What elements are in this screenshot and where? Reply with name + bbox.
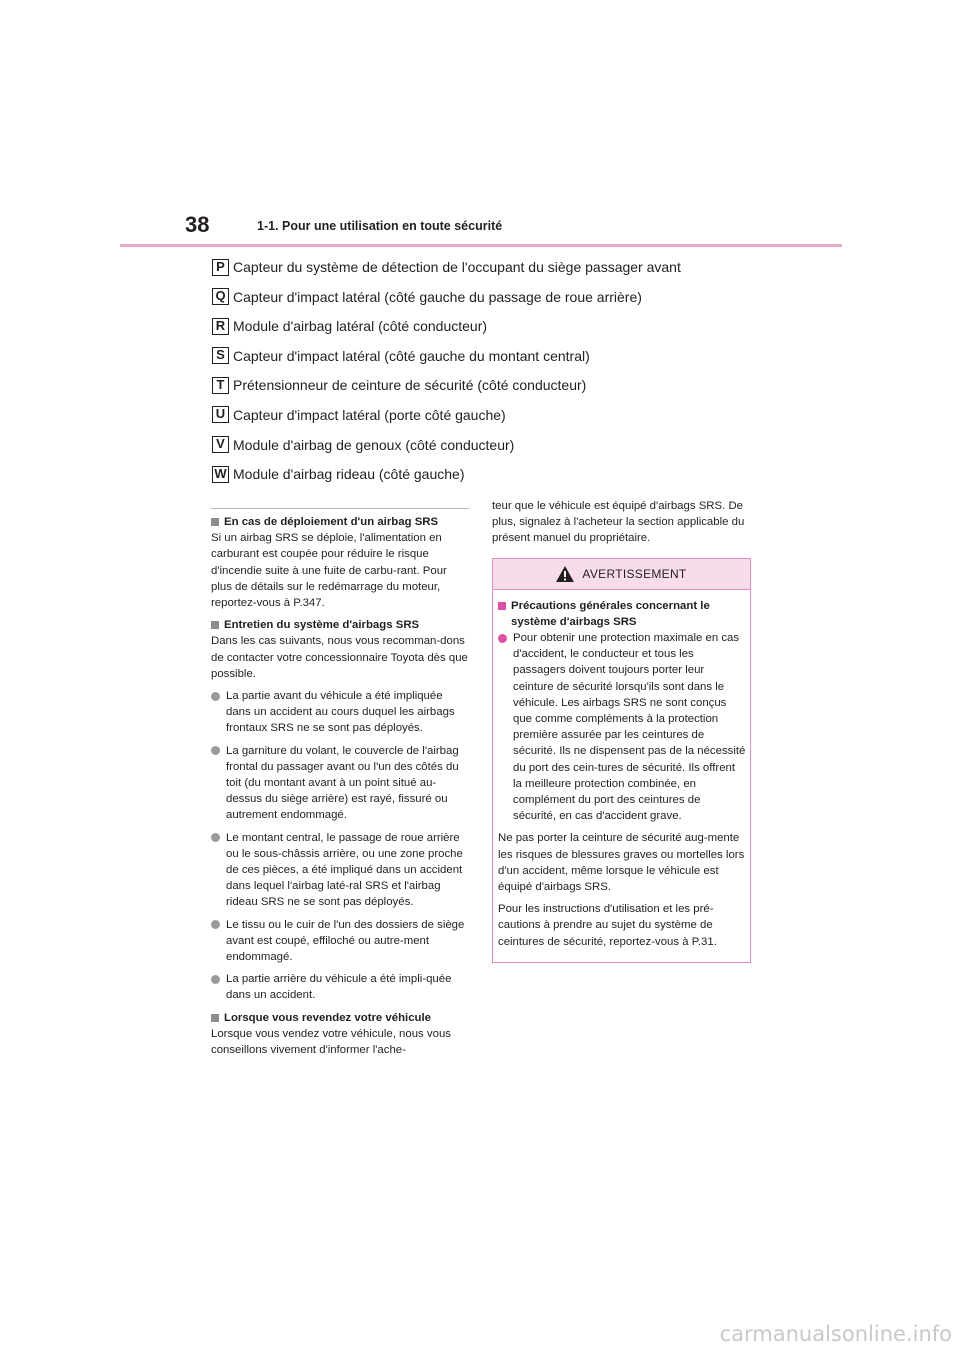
- legend-key-p: P: [212, 259, 229, 276]
- legend-item: [212, 257, 772, 277]
- sell-heading: Lorsque vous revendez votre véhicule: [211, 1010, 469, 1026]
- watermark: carmanualsonline.info: [719, 1322, 952, 1346]
- list-item: La garniture du volant, le couvercle de l'airbag frontal du passager avant ou l'un des côtés du toit (du montant avant à un point situé au-dessus du siège arrière) est rayé, fissuré ou autrement endommagé.: [211, 743, 469, 824]
- legend-key-s: S: [212, 347, 229, 364]
- circle-bullet-icon: [211, 920, 220, 929]
- square-bullet-icon: [498, 602, 506, 610]
- legend-text: Capteur d'impact latéral (côté gauche du montant central): [233, 347, 590, 364]
- legend-key-u: U: [212, 406, 229, 423]
- legend-text: Prétensionneur de ceinture de sécurité (côté conducteur): [233, 377, 587, 394]
- component-legend: [212, 257, 772, 494]
- warning-paragraph: Ne pas porter la ceinture de sécurité aug-mente les risques de blessures graves ou mortelles lors d'un accident, même lorsque le véhicule est équipé d'airbags SRS.: [498, 832, 745, 894]
- square-bullet-icon: [211, 621, 219, 629]
- legend-item: [212, 405, 772, 425]
- legend-text: Module d'airbag latéral (côté conducteur): [233, 318, 488, 335]
- warning-body: [493, 590, 750, 962]
- legend-item: [212, 464, 772, 484]
- list-item: Le tissu ou le cuir de l'un des dossiers de siège avant est coupé, effiloché ou autre-ment endommagé.: [211, 917, 469, 966]
- deploy-text: Si un airbag SRS se déploie, l'alimentation en carburant est coupée pour réduire le risque d'incendie suite à une fuite de carbu-rant. Pour plus de détails sur le redémarrage du moteur, reportez-vous à P.347.: [211, 532, 447, 610]
- legend-key-t: T: [212, 377, 229, 394]
- legend-text: Capteur d'impact latéral (côté gauche du passage de roue arrière): [233, 288, 642, 305]
- legend-key-v: V: [212, 436, 229, 453]
- list-item: La partie arrière du véhicule a été impli-quée dans un accident.: [211, 971, 469, 1003]
- maintenance-text: Dans les cas suivants, nous vous recomman-dons de contacter votre concessionnaire Toyota dès que possible.: [211, 635, 468, 680]
- legend-text: Module d'airbag de genoux (côté conducteur): [233, 436, 515, 453]
- warning-triangle-icon: [556, 566, 574, 582]
- legend-key-q: Q: [212, 288, 229, 305]
- legend-item: [212, 375, 772, 395]
- warning-paragraph: Pour les instructions d'utilisation et les pré-cautions à prendre au sujet du système de ceintures de sécurité, reportez-vous à P.31.: [498, 903, 717, 948]
- legend-key-w: W: [212, 466, 229, 483]
- sell-text: Lorsque vous vendez votre véhicule, nous vous conseillons vivement d'informer l'ache-: [211, 1027, 451, 1057]
- legend-item: [212, 346, 772, 366]
- list-item: Pour obtenir une protection maximale en cas d'accident, le conducteur et tous les passagers doivent toujours porter leur ceinture de sécurité lorsqu'ils sont dans le véhicule. Les airbags SRS ne sont conçus que comme compléments à la protection première assurée par les ceintures de sécurité. Ils ne dispensent pas de la nécessité du port des cein-tures de sécurité. Ils offrent la meilleure protection combinée, en complément du port des ceintures de sécurité, en cas d'accident grave.: [498, 630, 746, 824]
- legend-text: Module d'airbag rideau (côté gauche): [233, 466, 465, 483]
- left-column: [211, 508, 469, 1064]
- square-bullet-icon: [211, 518, 219, 526]
- warning-box: [492, 558, 751, 963]
- maintenance-heading: Entretien du système d'airbags SRS: [211, 617, 469, 633]
- warning-header: [493, 559, 750, 590]
- right-column: [492, 498, 754, 963]
- sell-text-continued: teur que le véhicule est équipé d'airbags SRS. De plus, signalez à l'acheteur la section applicable du présent manuel du propriétaire.: [492, 500, 745, 545]
- circle-bullet-icon: [211, 692, 220, 701]
- header-divider: [120, 244, 842, 247]
- square-bullet-icon: [211, 1014, 219, 1022]
- circle-bullet-icon: [211, 833, 220, 842]
- page-number: 38: [185, 212, 210, 237]
- legend-text: Capteur d'impact latéral (porte côté gauche): [233, 406, 506, 423]
- list-item: La partie avant du véhicule a été impliquée dans un accident au cours duquel les airbags frontaux SRS ne se sont pas déployés.: [211, 688, 469, 737]
- list-item: Le montant central, le passage de roue arrière ou le sous-châssis arrière, ou une zone proche de ces pièces, a été impliqué dans un accident dans lequel l'airbag laté-ral SRS et l'airbag rideau SRS ne se sont pas déployés.: [211, 830, 469, 911]
- section-title: 1-1. Pour une utilisation en toute sécurité: [257, 219, 503, 233]
- warning-title: AVERTISSEMENT: [582, 566, 687, 581]
- legend-item: [212, 287, 772, 307]
- circle-bullet-icon: [211, 746, 220, 755]
- circle-bullet-icon: [211, 975, 220, 984]
- deploy-heading: En cas de déploiement d'un airbag SRS: [211, 514, 469, 530]
- legend-item: [212, 435, 772, 455]
- warning-heading: Précautions générales concernant le système d'airbags SRS: [498, 598, 746, 630]
- circle-bullet-icon: [498, 634, 507, 643]
- legend-key-r: R: [212, 318, 229, 335]
- legend-item: [212, 316, 772, 336]
- legend-text: Capteur du système de détection de l'occupant du siège passager avant: [233, 259, 681, 275]
